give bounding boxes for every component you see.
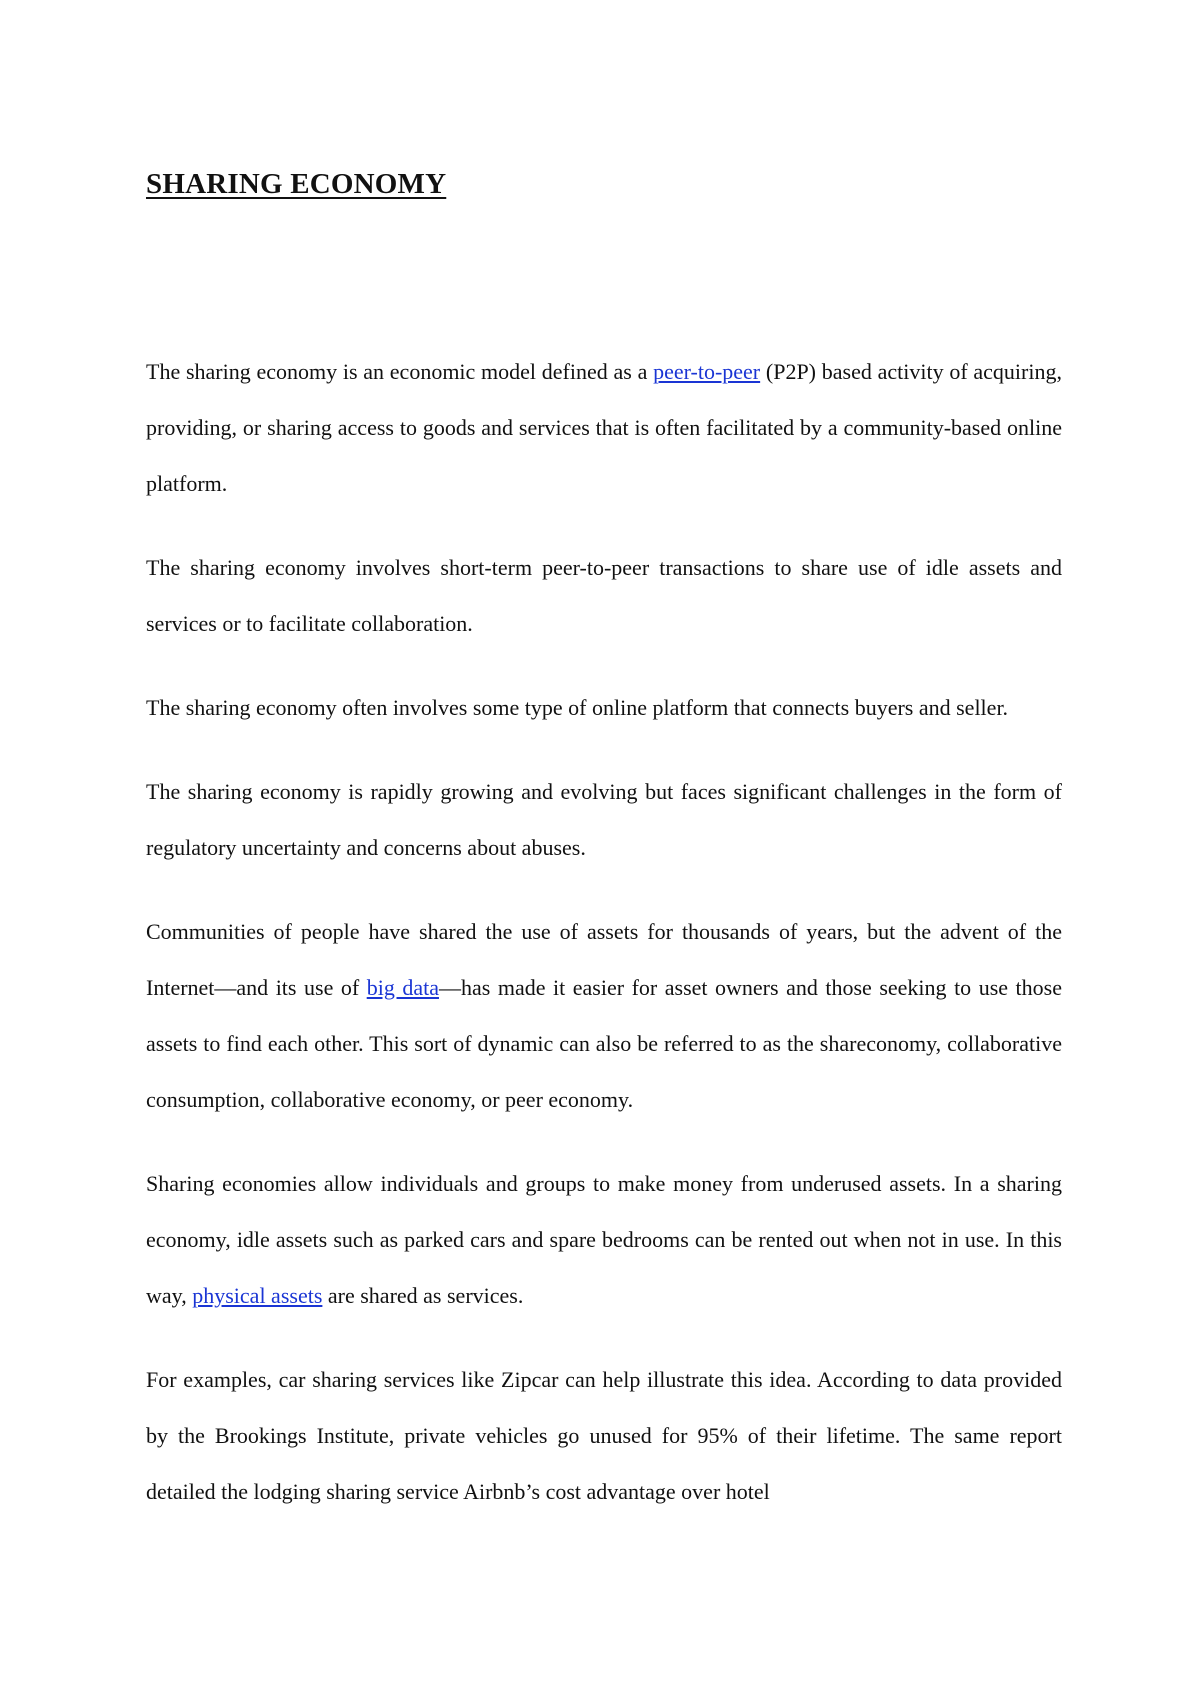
- paragraph-definition: [146, 344, 1062, 512]
- paragraph-text: The sharing economy is an economic model defined as a: [146, 359, 654, 384]
- paragraph-text: —has made it easier for asset owners and those seeking to use those assets to find each other. This sort of dynamic can also be referred to as the shareconomy, collaborative consumption, collaborative economy, or peer economy.: [146, 975, 1062, 1112]
- paragraph-communities: [146, 904, 1062, 1128]
- paragraph-text: Sharing economies allow individuals and groups to make money from underused assets. In a sharing economy, idle assets such as parked cars and spare bedrooms can be rented out when not in use. In this way,: [146, 1171, 1062, 1308]
- document-body: [146, 344, 1062, 1520]
- paragraph-short-term: The sharing economy involves short-term peer-to-peer transactions to share use of idle assets and services or to facilitate collaboration.: [146, 555, 1062, 636]
- link-peer-to-peer[interactable]: peer-to-peer: [653, 359, 761, 384]
- paragraph-online-platform: The sharing economy often involves some type of online platform that connects buyers and seller.: [146, 695, 1009, 720]
- paragraph-text: (P2P) based activity of acquiring, providing, or sharing access to goods and services that is often facilitated by a community-based online platform.: [146, 359, 1062, 496]
- paragraph-text: are shared as services.: [322, 1283, 524, 1308]
- paragraph-challenges: The sharing economy is rapidly growing and evolving but faces significant challenges in the form of regulatory uncertainty and concerns about abuses.: [146, 779, 1062, 860]
- paragraph-examples: For examples, car sharing services like Zipcar can help illustrate this idea. According to data provided by the Brookings Institute, private vehicles go unused for 95% of their lifetime. The same report detailed the lodging sharing service Airbnb’s cost advantage over hotel: [146, 1367, 1062, 1504]
- link-big-data[interactable]: big data: [366, 975, 439, 1000]
- link-physical-assets[interactable]: physical assets: [192, 1283, 323, 1308]
- paragraph-underused-assets: [146, 1156, 1062, 1324]
- paragraph-text: Communities of people have shared the use of assets for thousands of years, but the advent of the Internet—and its use of: [146, 919, 1062, 1000]
- document-title: SHARING ECONOMY: [146, 168, 447, 200]
